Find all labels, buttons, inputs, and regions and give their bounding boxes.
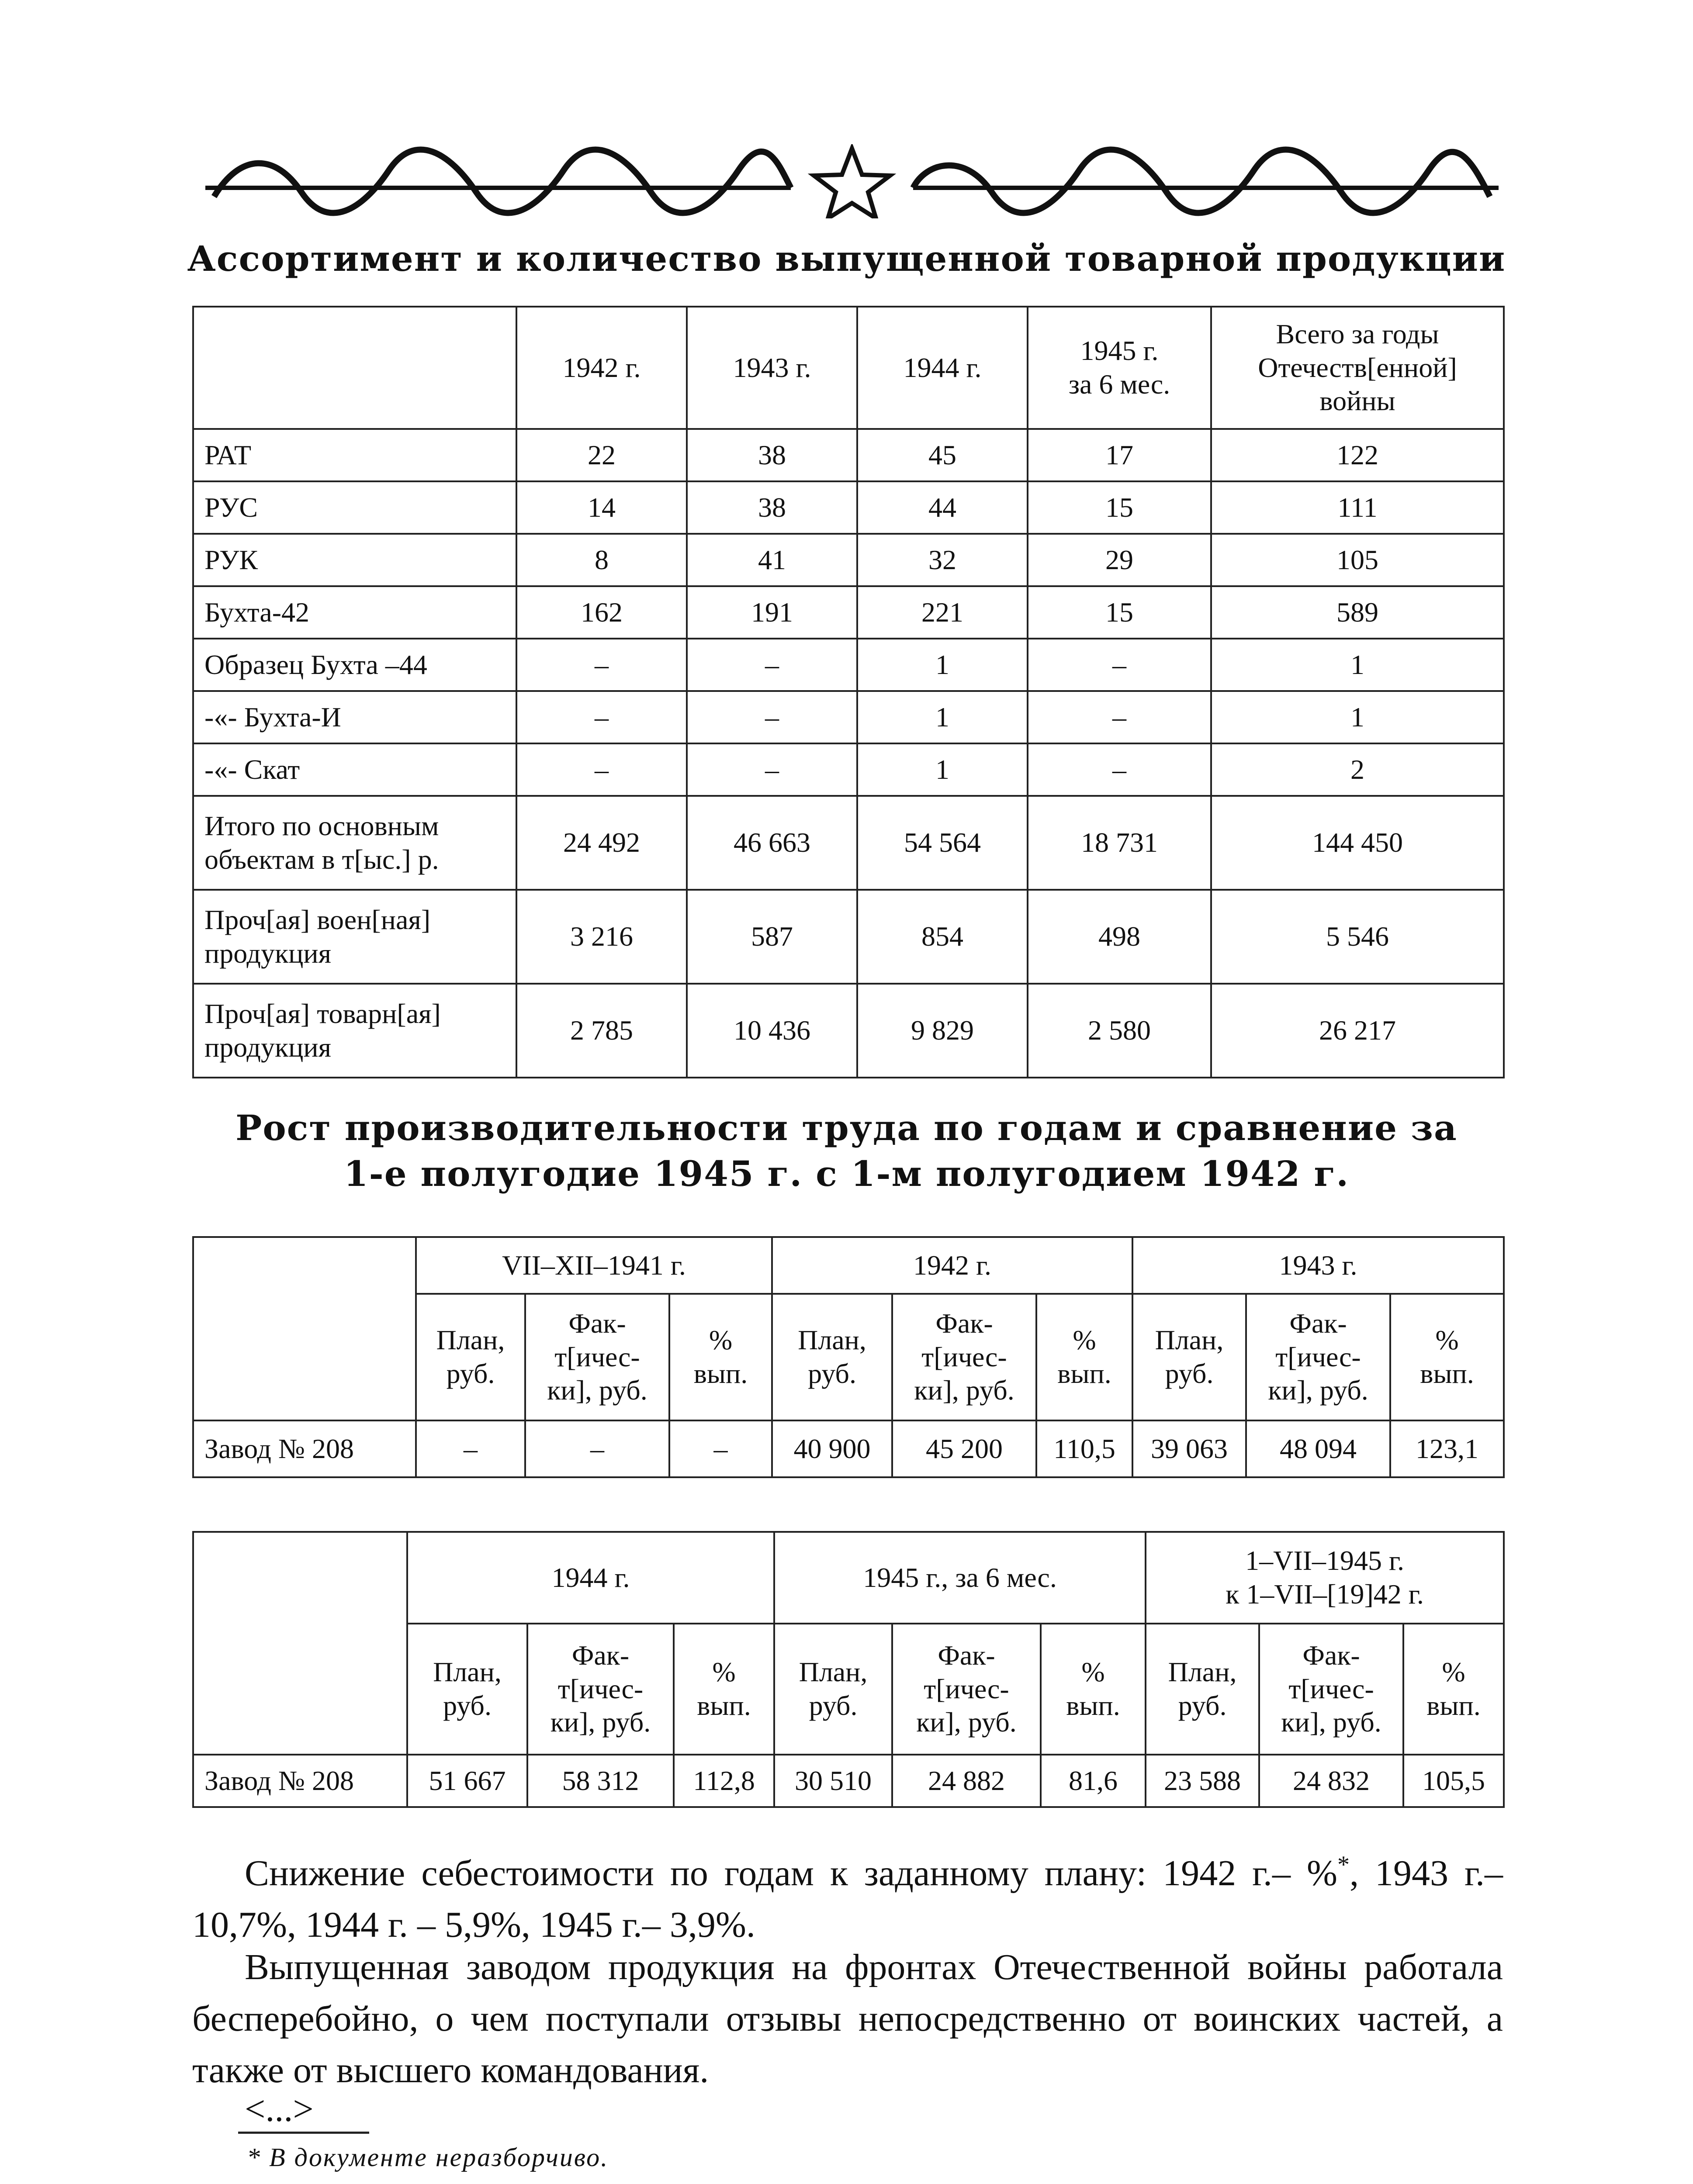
cost-reduction-paragraph — [192, 1839, 1503, 1951]
productivity-table-1944-1945 — [192, 1531, 1505, 1808]
cell: 44 — [857, 481, 1028, 534]
productivity-table-1941-1943 — [192, 1236, 1505, 1478]
row-label: Проч[ая] товарн[ая] продукция — [193, 984, 516, 1078]
cell: – — [516, 743, 687, 796]
subheader-percent: % вып. — [1036, 1294, 1132, 1420]
cell: 30 510 — [774, 1755, 892, 1807]
cell: 58 312 — [527, 1755, 674, 1807]
table-row — [193, 1420, 1504, 1477]
group-header: 1945 г., за 6 мес. — [774, 1532, 1146, 1624]
subheader-fact: Фак- т[ичес- ки], руб. — [527, 1624, 674, 1755]
cell: 2 785 — [516, 984, 687, 1078]
table-row — [193, 984, 1504, 1078]
cell: 24 492 — [516, 796, 687, 890]
cell: 105 — [1211, 534, 1504, 586]
table-group-row — [193, 1237, 1504, 1294]
table-header-row — [193, 307, 1504, 429]
cell: 39 063 — [1132, 1420, 1246, 1477]
cell: 589 — [1211, 586, 1504, 639]
row-label: -«- Скат — [193, 743, 516, 796]
subheader-fact: Фак- т[ичес- ки], руб. — [525, 1294, 669, 1420]
subheader-plan: План, руб. — [774, 1624, 892, 1755]
cell: 32 — [857, 534, 1028, 586]
row-label: Проч[ая] воен[ная] продукция — [193, 890, 516, 984]
cell: 40 900 — [772, 1420, 892, 1477]
group-header: 1–VII–1945 г. к 1–VII–[19]42 г. — [1146, 1532, 1504, 1624]
header-cell: Всего за годы Отечеств[енной] войны — [1211, 307, 1504, 429]
cell: – — [687, 691, 857, 743]
subheader-fact: Фак- т[ичес- ки], руб. — [892, 1624, 1041, 1755]
subheader-plan: План, руб. — [1132, 1294, 1246, 1420]
cell: 45 200 — [892, 1420, 1036, 1477]
subheader-percent: % вып. — [1390, 1294, 1504, 1420]
cell: 18 731 — [1028, 796, 1211, 890]
cell: 5 546 — [1211, 890, 1504, 984]
footnote-divider — [238, 2132, 369, 2134]
cell: 8 — [516, 534, 687, 586]
header-cell: 1942 г. — [516, 307, 687, 429]
table-row — [193, 743, 1504, 796]
group-header: 1942 г. — [772, 1237, 1132, 1294]
cell: – — [1028, 639, 1211, 691]
subheader-plan: План, руб. — [1146, 1624, 1259, 1755]
table-row — [193, 1755, 1504, 1807]
cell: – — [669, 1420, 772, 1477]
subheader-fact: Фак- т[ичес- ки], руб. — [1246, 1294, 1390, 1420]
cell: – — [525, 1420, 669, 1477]
cell: 24 832 — [1259, 1755, 1403, 1807]
subheader-percent: % вып. — [669, 1294, 772, 1420]
cell: 2 — [1211, 743, 1504, 796]
group-header: VII–XII–1941 г. — [416, 1237, 772, 1294]
empty-header-cell — [193, 1237, 416, 1420]
cell: 38 — [687, 429, 857, 481]
subheader-plan: План, руб. — [416, 1294, 525, 1420]
cell: 112,8 — [674, 1755, 774, 1807]
cell: 105,5 — [1403, 1755, 1504, 1807]
cell: 1 — [857, 743, 1028, 796]
header-cell: 1944 г. — [857, 307, 1028, 429]
row-label: Образец Бухта –44 — [193, 639, 516, 691]
decorative-ornament — [205, 144, 1499, 218]
row-label: Итого по основным объектам в т[ыс.] р. — [193, 796, 516, 890]
cell: 854 — [857, 890, 1028, 984]
cell: 41 — [687, 534, 857, 586]
group-header: 1944 г. — [407, 1532, 774, 1624]
cell: 23 588 — [1146, 1755, 1259, 1807]
subheader-fact: Фак- т[ичес- ки], руб. — [892, 1294, 1036, 1420]
header-cell: 1943 г. — [687, 307, 857, 429]
cell: 48 094 — [1246, 1420, 1390, 1477]
subheader-percent: % вып. — [674, 1624, 774, 1755]
cell: 221 — [857, 586, 1028, 639]
group-header: 1943 г. — [1132, 1237, 1504, 1294]
cell: 587 — [687, 890, 857, 984]
cell: – — [416, 1420, 525, 1477]
cell: 9 829 — [857, 984, 1028, 1078]
table-row — [193, 534, 1504, 586]
production-paragraph: Выпущенная заводом продукция на фронтах Отечественной войны работала бесперебойно, о чем поступали отзывы непосредственно от воинских частей, а также от высшего командования. — [192, 1947, 1503, 2091]
row-label: РУК — [193, 534, 516, 586]
footnote: * В документе неразборчиво. — [247, 2143, 609, 2172]
cell: 15 — [1028, 586, 1211, 639]
cell: 22 — [516, 429, 687, 481]
cell: 1 — [857, 639, 1028, 691]
cell: 15 — [1028, 481, 1211, 534]
row-label: РАТ — [193, 429, 516, 481]
cell: 191 — [687, 586, 857, 639]
cell: 1 — [857, 691, 1028, 743]
cell: – — [687, 639, 857, 691]
footnote-marker: * — [1337, 1851, 1350, 1878]
cell: – — [1028, 691, 1211, 743]
table-row — [193, 691, 1504, 743]
cell: 29 — [1028, 534, 1211, 586]
cell: 17 — [1028, 429, 1211, 481]
table2-title: Рост производительности труда по годам и сравнение за 1-е полугодие 1945 г. с 1-м полугодием 1942 г. — [235, 1107, 1458, 1194]
cell: – — [1028, 743, 1211, 796]
cell: 111 — [1211, 481, 1504, 534]
cell: 3 216 — [516, 890, 687, 984]
cell: 2 580 — [1028, 984, 1211, 1078]
cell: 81,6 — [1041, 1755, 1146, 1807]
cell: 123,1 — [1390, 1420, 1504, 1477]
cell: 1 — [1211, 691, 1504, 743]
row-label: Завод № 208 — [193, 1755, 407, 1807]
cell: 54 564 — [857, 796, 1028, 890]
table-row — [193, 429, 1504, 481]
table-row — [193, 586, 1504, 639]
cell: 110,5 — [1036, 1420, 1132, 1477]
cell: 38 — [687, 481, 857, 534]
cell: 45 — [857, 429, 1028, 481]
row-label: Завод № 208 — [193, 1420, 416, 1477]
omission-mark: <...> — [245, 2089, 314, 2129]
star-icon — [814, 149, 890, 218]
subheader-percent: % вып. — [1403, 1624, 1504, 1755]
cell: 46 663 — [687, 796, 857, 890]
empty-header-cell — [193, 1532, 407, 1755]
cell: 26 217 — [1211, 984, 1504, 1078]
subheader-fact: Фак- т[ичес- ки], руб. — [1259, 1624, 1403, 1755]
table-row — [193, 639, 1504, 691]
cost-reduction-text-b: , 1943 г.– 10,7%, 1944 г. – 5,9%, 1945 г.– 3,9%. — [192, 1853, 1503, 1945]
cell: 122 — [1211, 429, 1504, 481]
cell: 51 667 — [407, 1755, 527, 1807]
cell: 162 — [516, 586, 687, 639]
cell: 498 — [1028, 890, 1211, 984]
cell: 14 — [516, 481, 687, 534]
row-label: РУС — [193, 481, 516, 534]
cell: 1 — [1211, 639, 1504, 691]
cell: 24 882 — [892, 1755, 1041, 1807]
table-row — [193, 796, 1504, 890]
cell: 144 450 — [1211, 796, 1504, 890]
table-row — [193, 481, 1504, 534]
table-group-row — [193, 1532, 1504, 1624]
header-cell — [193, 307, 516, 429]
cell: – — [516, 691, 687, 743]
subheader-plan: План, руб. — [407, 1624, 527, 1755]
table-row — [193, 890, 1504, 984]
cell: – — [516, 639, 687, 691]
subheader-plan: План, руб. — [772, 1294, 892, 1420]
subheader-percent: % вып. — [1041, 1624, 1146, 1755]
table1-title: Ассортимент и количество выпущенной товарной продукции — [187, 238, 1506, 279]
production-table — [192, 306, 1505, 1078]
header-cell: 1945 г. за 6 мес. — [1028, 307, 1211, 429]
cost-reduction-text-a: Снижение себестоимости по годам к заданному плану: 1942 г.– % — [245, 1853, 1338, 1894]
cell: – — [687, 743, 857, 796]
cell: 10 436 — [687, 984, 857, 1078]
row-label: -«- Бухта-И — [193, 691, 516, 743]
row-label: Бухта-42 — [193, 586, 516, 639]
